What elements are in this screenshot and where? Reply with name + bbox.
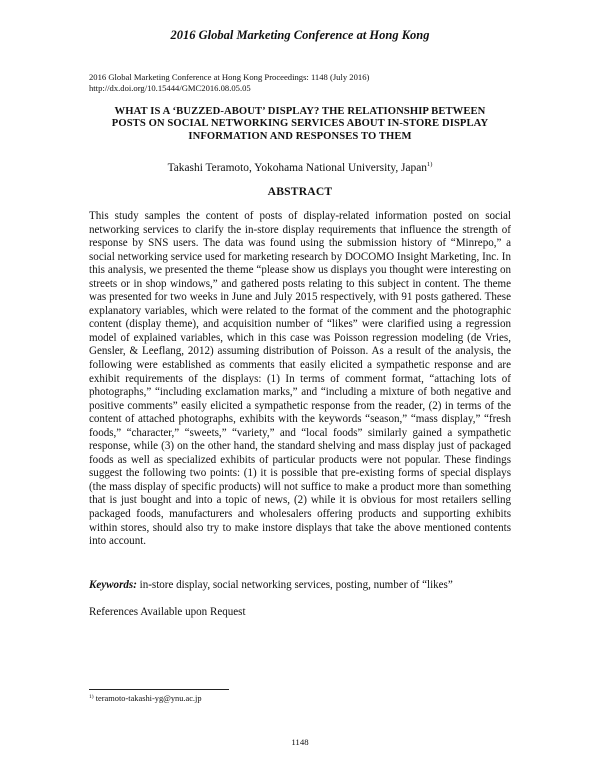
author-note-marker: 1): [426, 161, 433, 168]
running-header: 2016 Global Marketing Conference at Hong Kong: [170, 28, 430, 42]
title-line-2: POSTS ON SOCIAL NETWORKING SERVICES ABOUT IN-STORE DISPLAY: [111, 118, 489, 130]
author-line: [80, 161, 520, 174]
footnote-text: teramoto-takashi-yg@ynu.ac.jp: [93, 694, 202, 703]
footnote-divider: [89, 689, 229, 690]
footnote-marker: 1): [89, 694, 94, 700]
author-name: Takashi Teramoto, Yokohama National University, Japan: [167, 162, 427, 174]
references-note: References Available upon Request: [89, 606, 246, 618]
abstract-body: This study samples the content of posts of display-related information posted on social networking services to clarify the in-store display requirements that influence the strength of response by SNS users. The data was found using the submission history of “Minrepo,” a social networking service used for marketing research by DOCOMO Insight Marketing, Inc. In this analysis, we presented the theme “please show us displays you thought were interesting on streets or in shop windows,” and gathered posts relating to this subject in content. The theme was presented for two weeks in June and July 2015 respectively, with 91 posts gathered. These explanatory variables, which were related to the format of the comment and the photographic content (display theme), and acquisition number of “likes” were clarified using a regression model of explained variables, which in this case was Poisson regression modeling (de Vries, Gensler, & Leeflang, 2012) assuming distribution of Poisson. As a result of the analysis, the following were established as comments that easily elicited a sympathetic response and are exhibit requirements of the displays: (1) In terms of comment format, “attaching lots of photographs,” “including exclamation marks,” and “including a mixture of both negative and positive comments” easily elicited a sympathetic response from the reader, (2) in terms of the content of attached photographs, exhibits with the keywords “season,” “mass display,” “fresh foods,” “character,” “sweets,” “variety,” and “local foods” similarly gained a sympathetic response, while (3) on the other hand, the standard shelving and mass display just of packaged foods as well as specialized exhibits of particular products were not popular. These findings suggest the following two points: (1) it is possible that pre-existing forms of special displays (the mass display of specific products) will not suffice to make a product more than something that is just bought and into a topic of news, (2) while it is obvious for most retailers selling packaged foods, manufacturers and wholesalers offering products and supporting exhibits within stores, should also try to make instore displays that take the above mentioned contents into account.: [89, 210, 511, 548]
keywords: [89, 579, 519, 593]
footnote: [89, 694, 389, 703]
title-line-1: WHAT IS A ‘BUZZED-ABOUT’ DISPLAY? THE RELATIONSHIP BETWEEN: [114, 106, 486, 117]
proceedings-citation: [89, 72, 519, 94]
abstract-heading: ABSTRACT: [267, 185, 333, 198]
proceedings-line: 2016 Global Marketing Conference at Hong Kong Proceedings: 1148 (July 2016): [89, 72, 370, 82]
keywords-label: Keywords:: [89, 579, 137, 591]
keywords-text: in-store display, social networking services, posting, number of “likes”: [136, 579, 453, 591]
paper-title: [80, 106, 520, 143]
title-line-3: INFORMATION AND RESPONSES TO THEM: [188, 130, 412, 142]
doi-line: http://dx.doi.org/10.15444/GMC2016.08.05.05: [89, 83, 251, 93]
page-number: 1148: [291, 737, 309, 747]
